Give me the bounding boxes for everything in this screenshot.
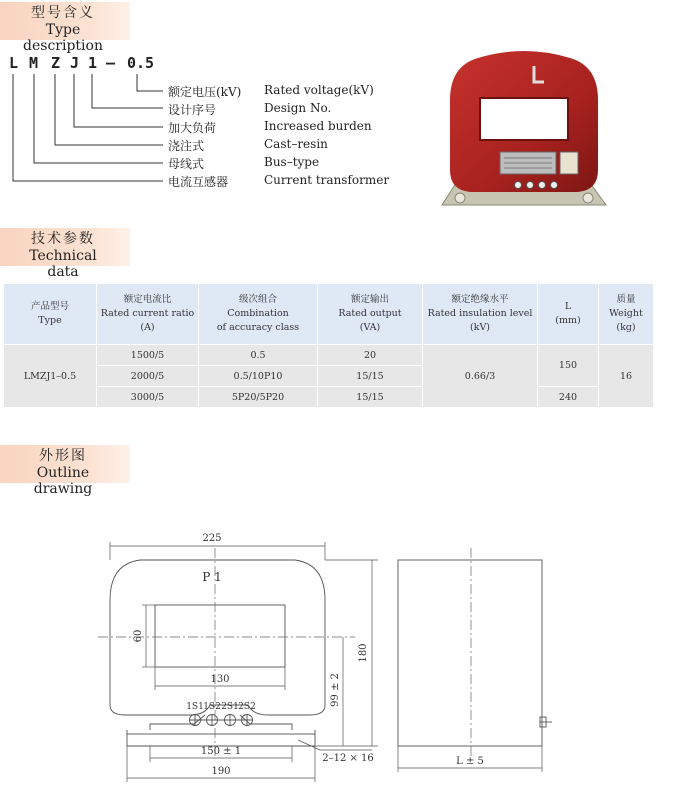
desc-cn-cast: 浇注式 xyxy=(168,139,205,153)
header-L: L (mm) xyxy=(538,284,598,344)
table-row xyxy=(4,345,653,365)
desc-en-burden: Increased burden xyxy=(264,119,372,133)
code-letter-M: M xyxy=(29,54,39,72)
cell-weight: 16 xyxy=(599,345,653,407)
front-base-plate xyxy=(127,734,315,746)
desc-cn-burden: 加大负荷 xyxy=(168,121,217,135)
header-type: 产品型号 Type xyxy=(4,284,96,344)
cell-combo: 5P20/5P20 xyxy=(199,387,317,407)
desc-en-design: Design No. xyxy=(264,101,332,115)
section-title-en: Technical data xyxy=(29,248,97,280)
cell-L: 240 xyxy=(538,387,598,407)
dim-window-w: 130 xyxy=(210,674,230,685)
label-terminal-2S1: 2S1 xyxy=(221,702,239,712)
dim-holes: 2–12 × 16 xyxy=(322,753,374,764)
dim-width-top: 225 xyxy=(202,533,222,544)
dim-height-total: 180 xyxy=(358,643,369,663)
front-window xyxy=(155,605,285,667)
dim-base-outer: 190 xyxy=(211,766,231,777)
cell-output: 15/15 xyxy=(318,366,422,386)
section-title-en: Outline drawing xyxy=(33,465,93,497)
section-title-cn: 技术参数 xyxy=(31,231,95,247)
cell-ratio: 2000/5 xyxy=(97,366,198,386)
header-weight: 质量 Weight (kg) xyxy=(599,284,653,344)
header-insulation: 额定绝缘水平 Rated insulation level (kV) xyxy=(423,284,537,344)
dim-side-L: L ± 5 xyxy=(456,756,484,767)
code-letter-L: L xyxy=(9,54,19,72)
cell-insulation: 0.66/3 xyxy=(423,345,537,407)
section-title-cn: 型号含义 xyxy=(31,5,95,21)
desc-cn-ct: 电流互感器 xyxy=(168,175,229,189)
header-ratio: 额定电流比 Rated current ratio (A) xyxy=(97,284,198,344)
cell-combo: 0.5 xyxy=(199,345,317,365)
table-row xyxy=(4,387,653,407)
label-p1: P 1 xyxy=(202,570,222,584)
desc-cn-design: 设计序号 xyxy=(168,103,217,117)
desc-en-voltage: Rated voltage(kV) xyxy=(264,83,374,97)
code-voltage: 0.5 xyxy=(127,54,155,72)
cell-model: LMZJ1–0.5 xyxy=(4,345,96,407)
outline-drawing xyxy=(0,480,674,796)
code-dash: — xyxy=(106,54,116,72)
dim-window-h: 60 xyxy=(133,629,144,643)
cell-combo: 0.5/10P10 xyxy=(199,366,317,386)
code-letter-1: 1 xyxy=(88,54,98,72)
cell-ratio: 1500/5 xyxy=(97,345,198,365)
desc-en-ct: Current transformer xyxy=(264,173,390,187)
section-header-tech xyxy=(0,228,130,280)
cell-output: 15/15 xyxy=(318,387,422,407)
cell-output: 20 xyxy=(318,345,422,365)
desc-cn-voltage: 额定电压(kV) xyxy=(168,85,242,99)
label-terminal-2S2: 2S2 xyxy=(238,702,256,712)
header-output: 额定输出 Rated output (VA) xyxy=(318,284,422,344)
table-header-row xyxy=(4,284,653,344)
product-photo xyxy=(438,40,610,222)
desc-cn-bus: 母线式 xyxy=(168,157,205,171)
code-letter-J: J xyxy=(70,54,80,72)
section-header-outline xyxy=(0,445,130,497)
label-terminal-1S2: 1S2 xyxy=(203,702,221,712)
desc-en-bus: Bus–type xyxy=(264,155,320,169)
code-letter-Z: Z xyxy=(51,54,61,72)
header-combination: 级次组合 Combination of accuracy class xyxy=(199,284,317,344)
label-terminal-1S1: 1S1 xyxy=(186,702,204,712)
cell-ratio: 3000/5 xyxy=(97,387,198,407)
dim-height-center: 99 ± 2 xyxy=(330,673,341,707)
technical-data-table xyxy=(3,283,654,408)
desc-en-cast: Cast–resin xyxy=(264,137,328,151)
dim-base-inner: 150 ± 1 xyxy=(200,746,242,757)
cell-L: 150 xyxy=(538,345,598,386)
side-view-body xyxy=(398,560,542,746)
section-title-cn: 外形图 xyxy=(39,448,87,464)
section-title-en: Type description xyxy=(23,22,103,54)
